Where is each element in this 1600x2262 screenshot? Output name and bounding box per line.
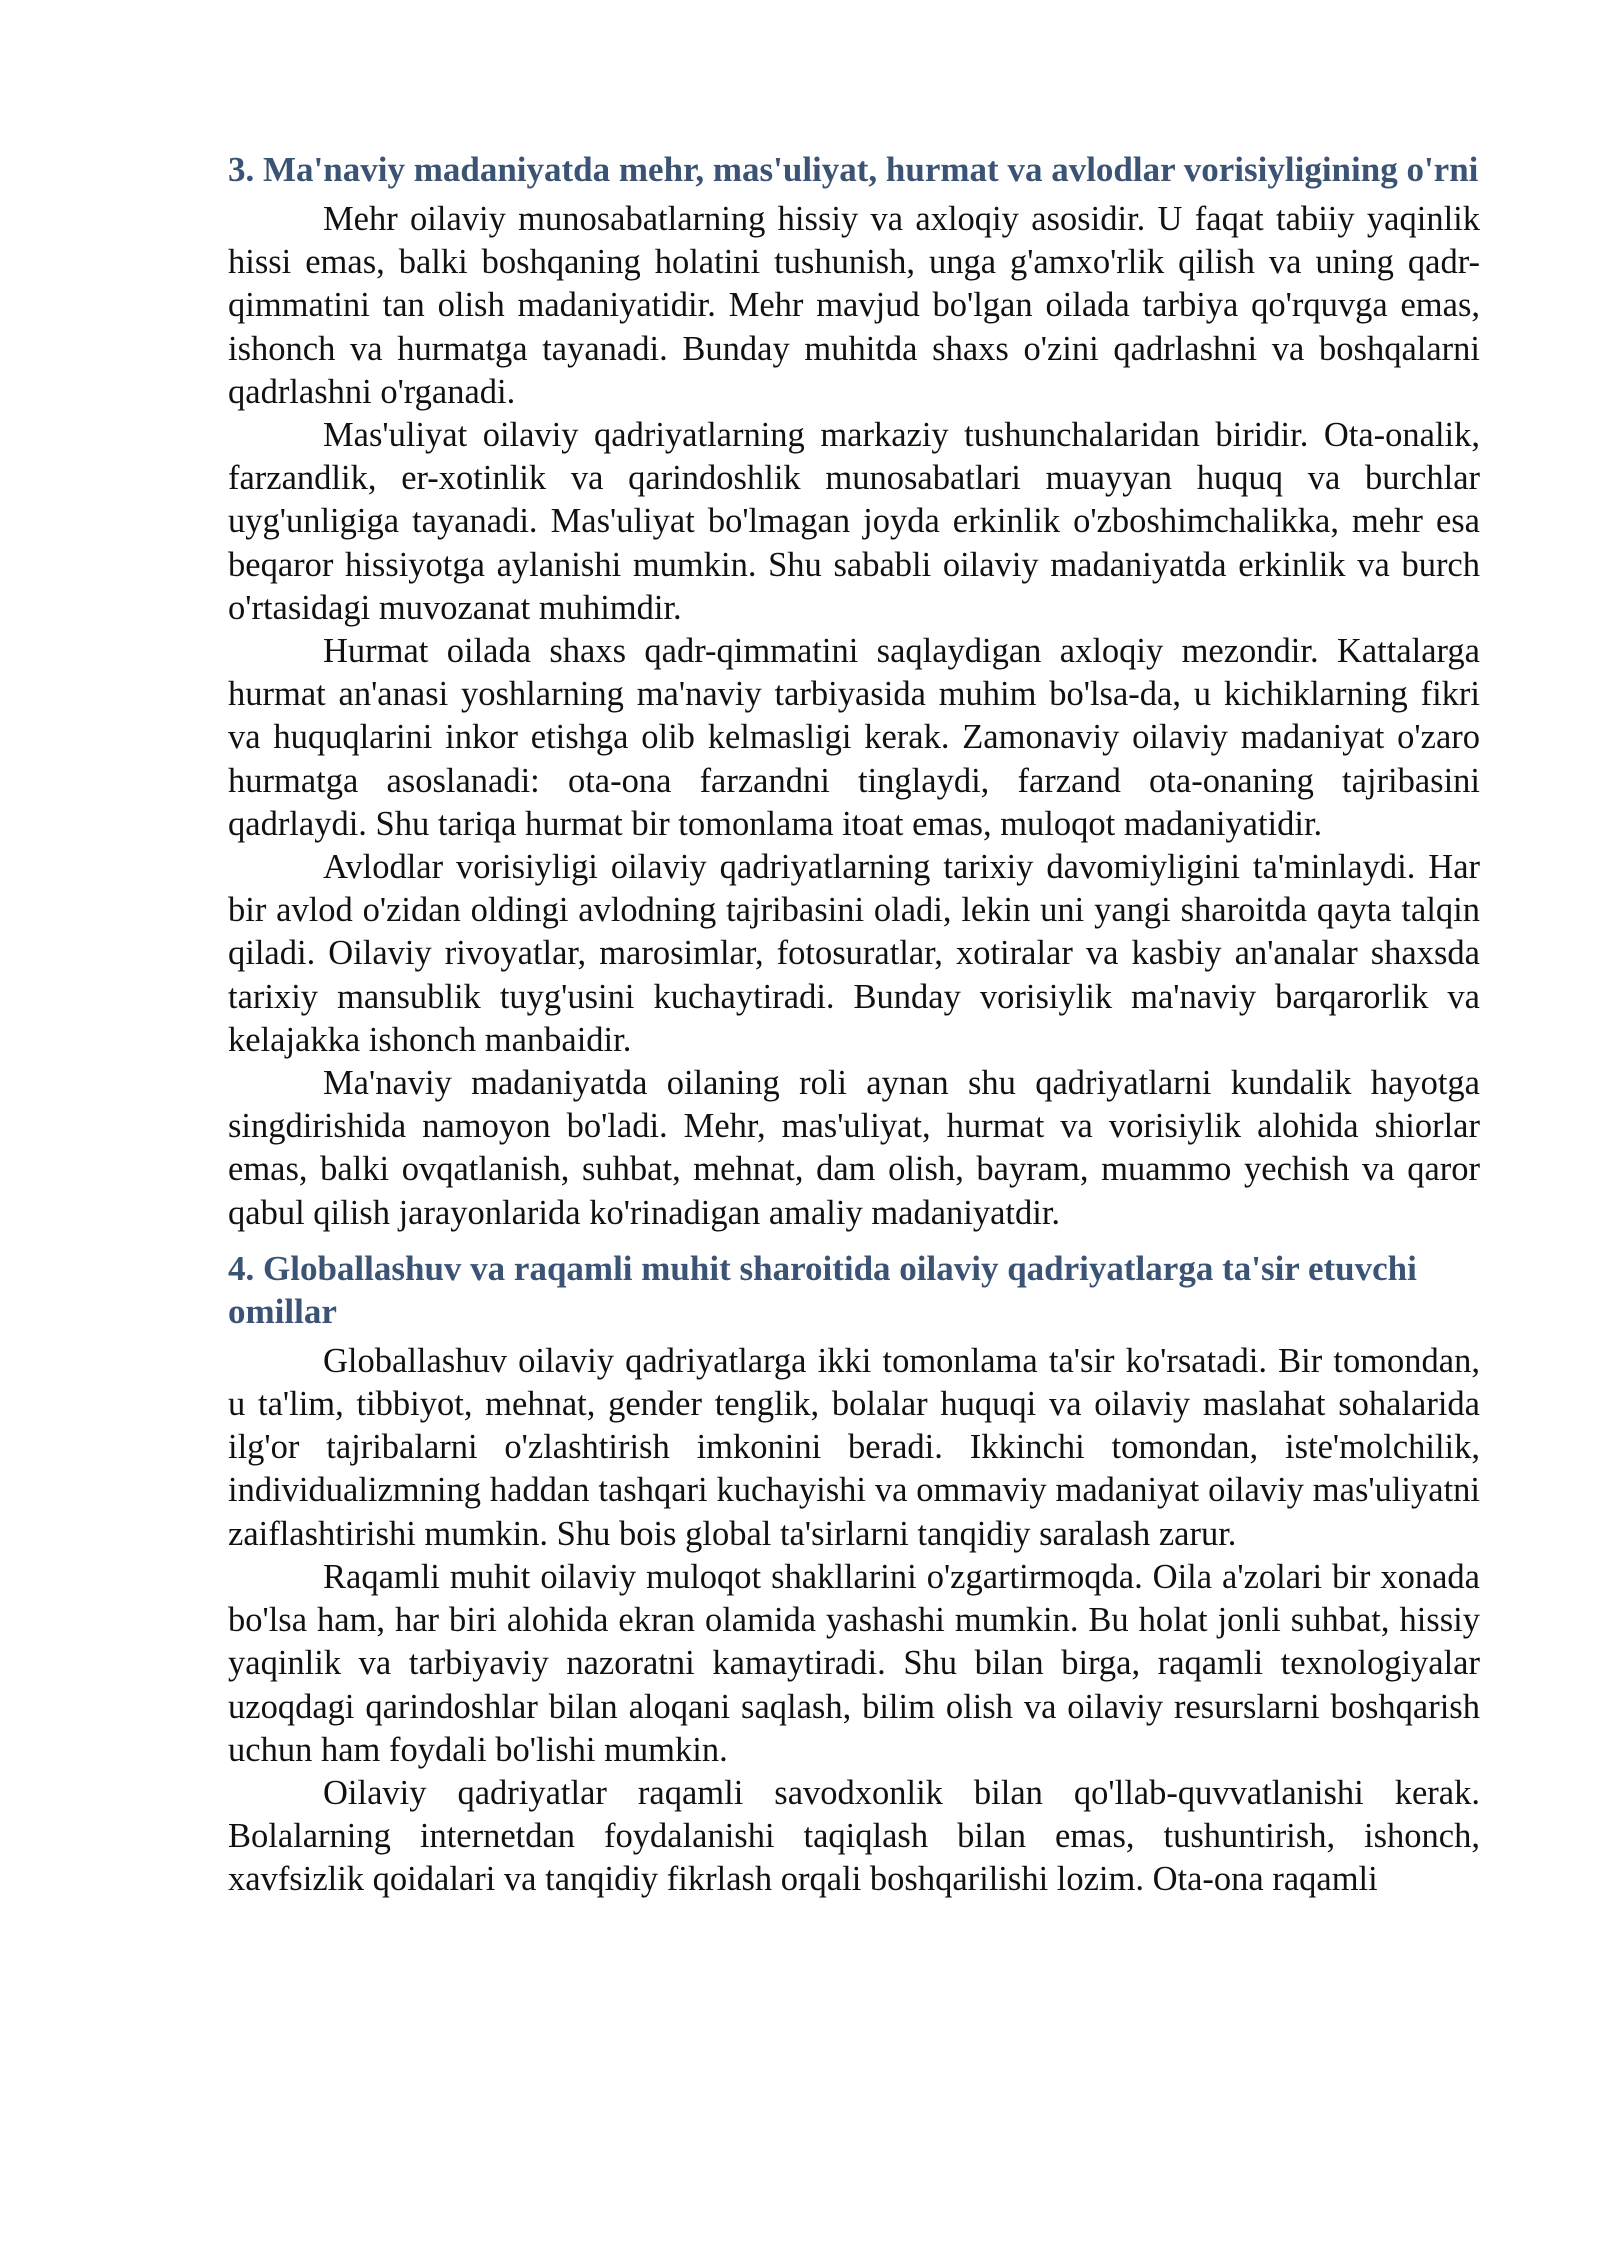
paragraph: Mehr oilaviy munosabatlarning hissiy va axloqiy asosidir. U faqat tabiiy yaqinlik hissi emas, balki boshqaning holatini tushunish, unga g'amxo'rlik qilish va uning qadr-qimmatini tan olish madaniyatidir. Mehr mavjud bo'lgan oilada tarbiya qo'rquvga emas, ishonch va hurmatga tayanadi. Bunday muhitda shaxs o'zini qadrlashni va boshqalarni qadrlashni o'rganadi. [228,200,1480,411]
paragraph: Avlodlar vorisiyligi oilaviy qadriyatlarning tarixiy davomiyligini ta'minlaydi. Har bir avlod o'zidan oldingi avlodning tajribasini oladi, lekin uni yangi sharoitda qayta talqin qiladi. Oilaviy rivoyatlar, marosimlar, fotosuratlar, xotiralar va kasbiy an'analar shaxsda tarixiy mansublik tuyg'usini kuchaytiradi. Bunday vorisiylik ma'naviy barqarorlik va kelajakka ishonch manbaidir. [228,848,1480,1059]
paragraph: Oilaviy qadriyatlar raqamli savodxonlik bilan qo'llab-quvvatlanishi kerak. Bolalarning internetdan foydalanishi taqiqlash bilan emas, tushuntirish, ishonch, xavfsizlik qoidalari va tanqidiy fikrlash orqali boshqarilishi lozim. Ota-ona raqamli [228,1773,1480,1899]
paragraph: Mas'uliyat oilaviy qadriyatlarning markaziy tushunchalaridan biridir. Ota-onalik, farzandlik, er-xotinlik va qarindoshlik munosabatlari muayyan huquq va burchlar uyg'unligiga tayanadi. Mas'uliyat bo'lmagan joyda erkinlik o'zboshimchalikka, mehr esa beqaror hissiyotga aylanishi mumkin. Shu sababli oilaviy madaniyatda erkinlik va burch o'rtasidagi muvozanat muhimdir. [228,416,1480,627]
section-heading: 3. Ma'naviy madaniyatda mehr, mas'uliyat, hurmat va avlodlar vorisiyligining o'rni [228,150,1479,189]
section-4 [228,1247,1480,1902]
section-heading: 4. Globallashuv va raqamli muhit sharoitida oilaviy qadriyatlarga ta'sir etuvchi omillar [228,1248,1417,1331]
section-3 [228,148,1480,1235]
paragraph: Ma'naviy madaniyatda oilaning roli aynan shu qadriyatlarni kundalik hayotga singdirishida namoyon bo'ladi. Mehr, mas'uliyat, hurmat va vorisiylik alohida shiorlar emas, balki ovqatlanish, suhbat, mehnat, dam olish, bayram, muammo yechish va qaror qabul qilish jarayonlarida ko'rinadigan amaliy madaniyatdir. [228,1064,1480,1232]
paragraph: Raqamli muhit oilaviy muloqot shakllarini o'zgartirmoqda. Oila a'zolari bir xonada bo'lsa ham, har biri alohida ekran olamida yashashi mumkin. Bu holat jonli suhbat, hissiy yaqinlik va tarbiyaviy nazoratni kamaytiradi. Shu bilan birga, raqamli texnologiyalar uzoqdagi qarindoshlar bilan aloqani saqlash, bilim olish va oilaviy resurslarni boshqarish uchun ham foydali bo'lishi mumkin. [228,1557,1480,1769]
paragraph: Globallashuv oilaviy qadriyatlarga ikki tomonlama ta'sir ko'rsatadi. Bir tomondan, u ta'lim, tibbiyot, mehnat, gender tenglik, bolalar huquqi va oilaviy maslahat sohalarida ilg'or tajribalarni o'zlashtirish imkonini beradi. Ikkinchi tomondan, iste'molchilik, individualizmning haddan tashqari kuchayishi va ommaviy madaniyat oilaviy mas'uliyatni zaiflashtirishi mumkin. Shu bois global ta'sirlarni tanqidiy saralash zarur. [228,1341,1480,1553]
paragraph: Hurmat oilada shaxs qadr-qimmatini saqlaydigan axloqiy mezondir. Kattalarga hurmat an'anasi yoshlarning ma'naviy tarbiyasida muhim bo'lsa-da, u kichiklarning fikri va huquqlarini inkor etishga olib kelmasligi kerak. Zamonaviy oilaviy madaniyat o'zaro hurmatga asoslanadi: ota-ona farzandni tinglaydi, farzand ota-onaning tajribasini qadrlaydi. Shu tariqa hurmat bir tomonlama itoat emas, muloqot madaniyatidir. [228,632,1480,843]
document-page [228,148,1480,1902]
